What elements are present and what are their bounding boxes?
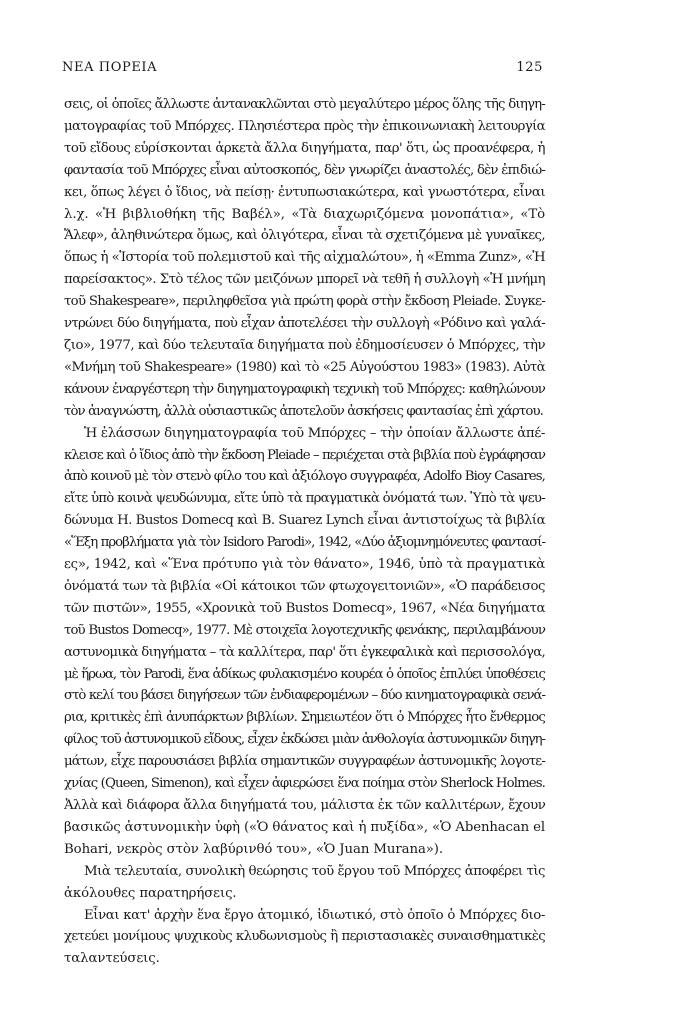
page-number: 125 (516, 60, 543, 75)
text-line: Εἶναι κατ' ἀρχὴν ἕνα ἔργο ἀτομικό, ἰδιωτικό, στὸ ὁποῖο ὁ Μπόρχες διο- (84, 907, 545, 923)
text-line: τοῦ Shakespeare», περιληφθεῖσα γιὰ πρώτη φορὰ στὴν ἔκδοση Pleiade. Συγκε- (64, 294, 546, 310)
text-line: χνίας (Queen, Simenon), καὶ εἶχεν ἀφιερώσει ἕνα ποίημα στὸν Sherlock Holmes. (64, 776, 545, 792)
text-line: ες», 1942, καὶ «Ἕνα πρότυπο γιὰ τὸν θάνατο», 1946, ὑπὸ τὰ πραγματικὰ (64, 557, 545, 573)
text-line: ἀπὸ κοινοῦ μὲ τὸν στενὸ φίλο του καὶ ἀξιόλογο συγγραφέα, Adolfo Bioy Casares, (64, 469, 545, 485)
text-line: ὀνόματά των τὰ βιβλία «Οἱ κάτοικοι τῶν φτωχογειτονιῶν», «Ὁ παράδεισος (64, 578, 545, 594)
journal-title: ΝΕΑ ΠΟΡΕΙΑ (62, 60, 158, 75)
text-line: αστυνομικὰ διηγήματα – τὰ καλλίτερα, παρ' ὅτι ἐγκεφαλικὰ καὶ περισσολόγα, (64, 644, 545, 660)
text-line: Ἡ ἐλάσσων διηγηματογραφία τοῦ Μπόρχες – τὴν ὁποίαν ἄλλωστε ἀπέ- (84, 425, 545, 441)
text-line: ρια, κριτικὲς ἐπὶ ἀνυπάρκτων βιβλίων. Σημειωτέον ὅτι ὁ Μπόρχες ἦτο ἔνθερμος (64, 710, 545, 726)
text-line: στὸ κελί του βάσει διηγήσεων τῶν ἐνδιαφερομένων – δύο κινηματογραφικὰ σενά- (64, 688, 545, 704)
text-line: ντρώνει δύο διηγήματα, ποὺ εἶχαν ἀποτελέσει τὴν συλλογὴ «Ρόδινο καὶ γαλά- (64, 316, 545, 332)
text-line: Ἀλλὰ καὶ διάφορα ἄλλα διηγήματά του, μάλιστα ἐκ τῶν καλλιτέρων, ἔχουν (64, 798, 546, 813)
text-line: κάνουν ἐναργέστερη τὴν διηγηματογραφικὴ τεχνικὴ τοῦ Μπόρχες: καθηλώνουν (64, 381, 545, 397)
text-line: Ἄλεφ», ἀληθινώτερα ὅμως, καὶ ὀλιγότερα, εἶναι τὰ σχετιζόμενα μὲ γυναῖκες, (64, 228, 545, 244)
text-line: Bohari, νεκρὸς στὸν λαβύρινθό του», «Ὁ Juan Murana»). (64, 841, 444, 857)
paragraph (64, 94, 545, 423)
text-line: φαντασία τοῦ Μπόρχες εἶναι αὐτοσκοπός, δὲν γνωρίζει ἀναστολές, δὲν ἐπιδιώ- (64, 162, 545, 178)
text-line: «Ἕξη προβλήματα γιὰ τὸν Isidoro Parodi», 1942, «Δύο ἀξιομνημόνευτες φαντασί- (64, 535, 545, 551)
text-line: παρείσακτος». Στὸ τέλος τῶν μειζόνων μπορεῖ νὰ τεθῆ ἡ συλλογὴ «Ἡ μνήμη (64, 272, 545, 288)
text-line: τοῦ Bustos Domecq», 1977. Μὲ στοιχεῖα λογοτεχνικῆς φενάκης, περιλαμβάνουν (64, 622, 545, 638)
text-line: Μιὰ τελευταία, συνολικὴ θεώρησις τοῦ ἔργου τοῦ Μπόρχες ἀποφέρει τὶς (84, 863, 545, 879)
text-line: ἀκόλουθες παρατηρήσεις. (64, 885, 237, 901)
paragraph (64, 861, 545, 905)
text-line: «Μνήμη τοῦ Shakespeare» (1980) καὶ τὸ «25 Αὐγούστου 1983» (1983). Αὐτὰ (64, 359, 545, 375)
text-line: βασικῶς ἀστυνομικὴν ὑφὴ («Ὁ θάνατος καὶ ἡ πυξίδα», «Ὁ Abenhacan el (64, 819, 545, 835)
text-line: κλεισε καὶ ὁ ἴδιος ἀπὸ τὴν ἔκδοση Pleiade – περιέχεται στὰ βιβλία ποὺ ἐγράφησαν (64, 447, 545, 463)
text-line: ὅπως ἡ «Ἱστορία τοῦ πολεμιστοῦ καὶ τῆς αἰχμαλώτου», ἡ «Emma Zunz», «Ἡ (64, 250, 546, 266)
text-line: ματογραφίας τοῦ Μπόρχες. Πλησιέστερα πρὸς τὴν ἐπικοινωνιακὴ λειτουργία (64, 118, 545, 134)
paragraph (64, 423, 545, 861)
text-line: τῶν πιστῶν», 1955, «Χρονικὰ τοῦ Bustos Domecq», 1967, «Νέα διηγήματα (64, 600, 545, 616)
paragraph (64, 905, 545, 971)
text-line: χετεύει μονίμους ψυχικοὺς κλυδωνισμοὺς ἢ περιστασιακὲς συναισθηματικὲς (64, 929, 545, 945)
body-text (64, 94, 545, 970)
text-line: μάτων, εἶχε παρουσιάσει βιβλία σημαντικῶν συγγραφέων ἀστυνομικῆς λογοτε- (64, 754, 545, 770)
text-line: σεις, οἱ ὁποῖες ἄλλωστε ἀντανακλῶνται στὸ μεγαλύτερο μέρος ὅλης τῆς διηγη- (64, 97, 545, 112)
text-line: μὲ ἥρωα, τὸν Parodi, ἕνα ἀδίκως φυλακισμένο κουρέα ὁ ὁποῖος ἐπιλύει ὑποθέσεις (64, 666, 545, 682)
text-line: κει, ὅπως λέγει ὁ ἴδιος, νὰ πείσῃ· ἐντυπωσιακώτερα, καὶ γνωστότερα, εἶναι (64, 184, 546, 200)
text-line: τὸν ἀναγνώστη, ἀλλὰ οὐσιαστικῶς ἀποτελοῦν ἀσκήσεις φαντασίας ἐπὶ χάρτου. (64, 403, 543, 419)
text-line: δώνυμα H. Bustos Domecq καὶ B. Suarez Lynch εἶναι ἀντιστοίχως τὰ βιβλία (64, 513, 545, 529)
text-line: λ.χ. «Ἡ βιβλιοθήκη τῆς Βαβέλ», «Τὰ διαχωριζόμενα μονοπάτια», «Τὸ (64, 206, 545, 222)
text-line: φίλος τοῦ ἀστυνομικοῦ εἴδους, εἶχεν ἐκδώσει μιὰν ἀνθολογία ἀστυνομικῶν διηγη- (64, 732, 545, 748)
running-header (62, 60, 543, 75)
text-line: τοῦ εἴδους εὑρίσκονται ἀρκετὰ ἄλλα διηγήματα, παρ' ὅτι, ὡς προανέφερα, ἡ (64, 140, 545, 156)
text-line: εἴτε ὑπὸ κοινὰ ψευδώνυμα, εἴτε ὑπὸ τὰ πραγματικὰ ὀνόματά των. Ὑπὸ τὰ ψευ- (64, 491, 545, 507)
text-line: ζιο», 1977, καὶ δύο τελευταῖα διηγήματα ποὺ ἐδημοσίευσεν ὁ Μπόρχες, τὴν (64, 337, 546, 353)
text-line: ταλαντεύσεις. (64, 951, 160, 967)
